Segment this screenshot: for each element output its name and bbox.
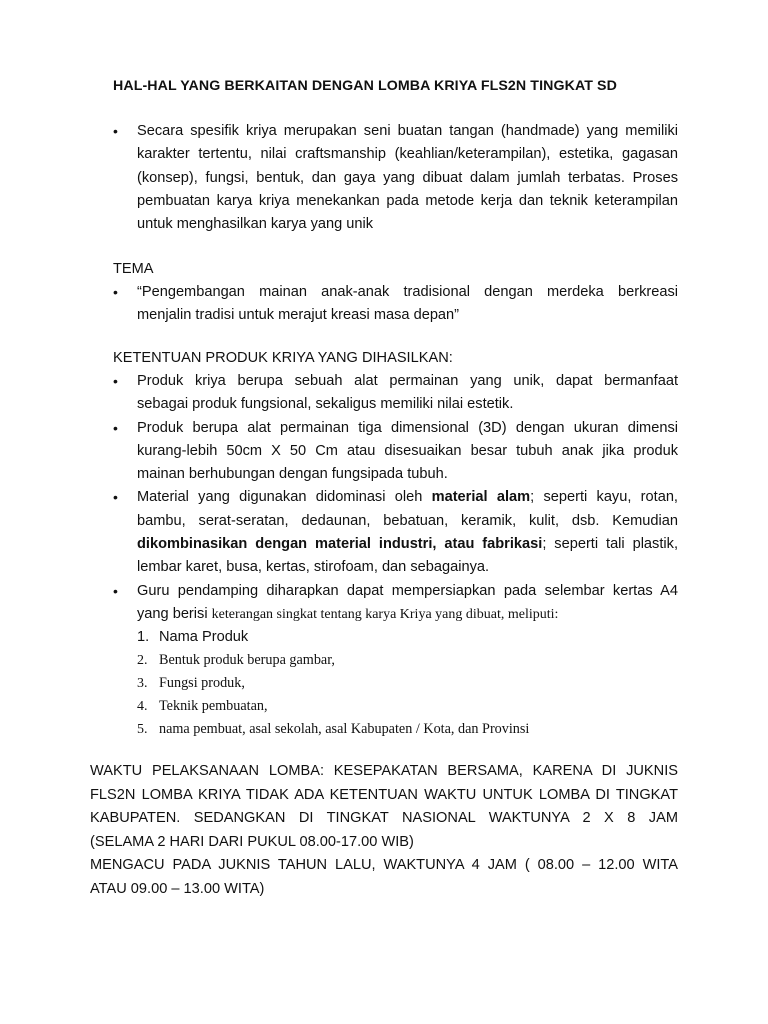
list-item-text: Fungsi produk, — [159, 675, 245, 692]
bullet-line: kurang-lebih 50cm X 50 Cm atau disesuaikan besar tubuh anak jika produk — [137, 442, 678, 459]
tema-line: • “Pengembangan mainan anak-anak tradisional dengan merdeka berkreasi — [137, 284, 678, 300]
intro-line: karakter tertentu, nilai craftsmanship (keahlian/keterampilan), estetika, gagasan — [137, 146, 678, 163]
intro-bullet — [113, 120, 678, 236]
material-alam-bold: material alam — [431, 489, 531, 506]
list-number: 3. — [137, 676, 148, 692]
bullet-line: • Produk kriya berupa sebuah alat permainan yang unik, dapat bermanfaat — [137, 373, 678, 389]
list-item-text: Nama Produk — [159, 629, 249, 646]
bullet-line — [137, 486, 678, 509]
bullet-line — [137, 603, 678, 626]
bullet-text: yang berisi — [137, 605, 212, 622]
bullet-line: • Guru pendamping diharapkan dapat mempersiapkan pada selembar kertas A4 — [137, 582, 678, 599]
tema-label: TEMA — [113, 261, 154, 277]
intro-line: (konsep), fungsi, bentuk, dan gaya yang dibuat dalam jumlah terbatas. Proses — [137, 169, 678, 186]
list-number: 4. — [137, 699, 148, 715]
ketentuan-bullet-4 — [113, 580, 678, 627]
tema-bullet — [113, 281, 678, 328]
material-text: ; seperti tali plastik, — [542, 536, 678, 553]
list-item-text: nama pembuat, asal sekolah, asal Kabupaten / Kota, dan Provinsi — [159, 721, 530, 738]
ketentuan-bullet-2 — [113, 417, 678, 487]
bullet-line: lembar karet, busa, kertas, stirofoam, dan sebagainya. — [137, 559, 490, 576]
list-number: 1. — [137, 629, 150, 646]
list-item — [113, 649, 678, 672]
waktu-line: (SELAMA 2 HARI DARI PUKUL 08.00-17.00 WIB) — [90, 833, 414, 850]
waktu-line: FLS2N LOMBA KRIYA TIDAK ADA KETENTUAN WAKTU UNTUK LOMBA DI TINGKAT — [90, 786, 678, 803]
list-number: 5. — [137, 722, 148, 738]
bullet-line: • Produk berupa alat permainan tiga dimensional (3D) dengan ukuran dimensi — [137, 419, 678, 436]
bullet-line: sebagai produk fungsional, sekaligus memiliki nilai estetik. — [137, 396, 514, 413]
intro-line: untuk menghasilkan karya yang unik — [137, 216, 374, 233]
waktu-line: WAKTU PELAKSANAAN LOMBA: KESEPAKATAN BERSAMA, KARENA DI JUKNIS — [90, 763, 678, 779]
list-item-text: Teknik pembuatan, — [159, 698, 268, 715]
intro-line: pembuatan karya kriya menekankan pada metode kerja dan teknik keterampilan — [137, 192, 678, 209]
bullet-text-serif: keterangan singkat tentang karya Kriya yang dibuat, meliputi: — [211, 606, 559, 622]
tema-section — [113, 258, 678, 328]
list-item — [113, 718, 678, 741]
material-industri-bold: dikombinasikan dengan material industri, atau fabrikasi — [137, 536, 543, 553]
numbered-list — [113, 626, 678, 741]
list-item-text: Bentuk produk berupa gambar, — [159, 652, 335, 669]
bullet-line: mainan berhubungan dengan fungsipada tubuh. — [137, 466, 448, 483]
list-item — [113, 672, 678, 695]
bullet-line: bambu, serat-seratan, dedaunan, bebatuan, keramik, kulit, dsb. Kemudian — [137, 512, 678, 529]
waktu-section — [90, 760, 678, 901]
ketentuan-label: KETENTUAN PRODUK KRIYA YANG DIHASILKAN: — [113, 350, 453, 366]
waktu-line: KABUPATEN. SEDANGKAN DI TINGKAT NASIONAL WAKTUNYA 2 X 8 JAM — [90, 810, 678, 826]
list-number: 2. — [137, 653, 148, 669]
waktu-line: ATAU 09.00 – 13.00 WITA) — [90, 880, 265, 897]
bullet-line — [137, 533, 678, 556]
list-item — [113, 695, 678, 718]
intro-line: • Secara spesifik kriya merupakan seni buatan tangan (handmade) yang memiliki — [137, 123, 678, 139]
material-text: Material yang digunakan didominasi oleh — [137, 489, 432, 506]
ketentuan-bullet-1 — [113, 370, 678, 417]
waktu-line: MENGACU PADA JUKNIS TAHUN LALU, WAKTUNYA 4 JAM ( 08.00 – 12.00 WITA — [90, 857, 678, 873]
ketentuan-section — [113, 347, 678, 741]
material-text: ; seperti kayu, rotan, — [530, 489, 678, 506]
ketentuan-bullet-3 — [113, 486, 678, 579]
list-item — [113, 626, 678, 649]
intro-paragraph — [113, 120, 678, 236]
document-title: HAL-HAL YANG BERKAITAN DENGAN LOMBA KRIYA FLS2N TINGKAT SD — [113, 78, 617, 94]
tema-line: menjalin tradisi untuk merajut kreasi masa depan” — [137, 307, 460, 324]
